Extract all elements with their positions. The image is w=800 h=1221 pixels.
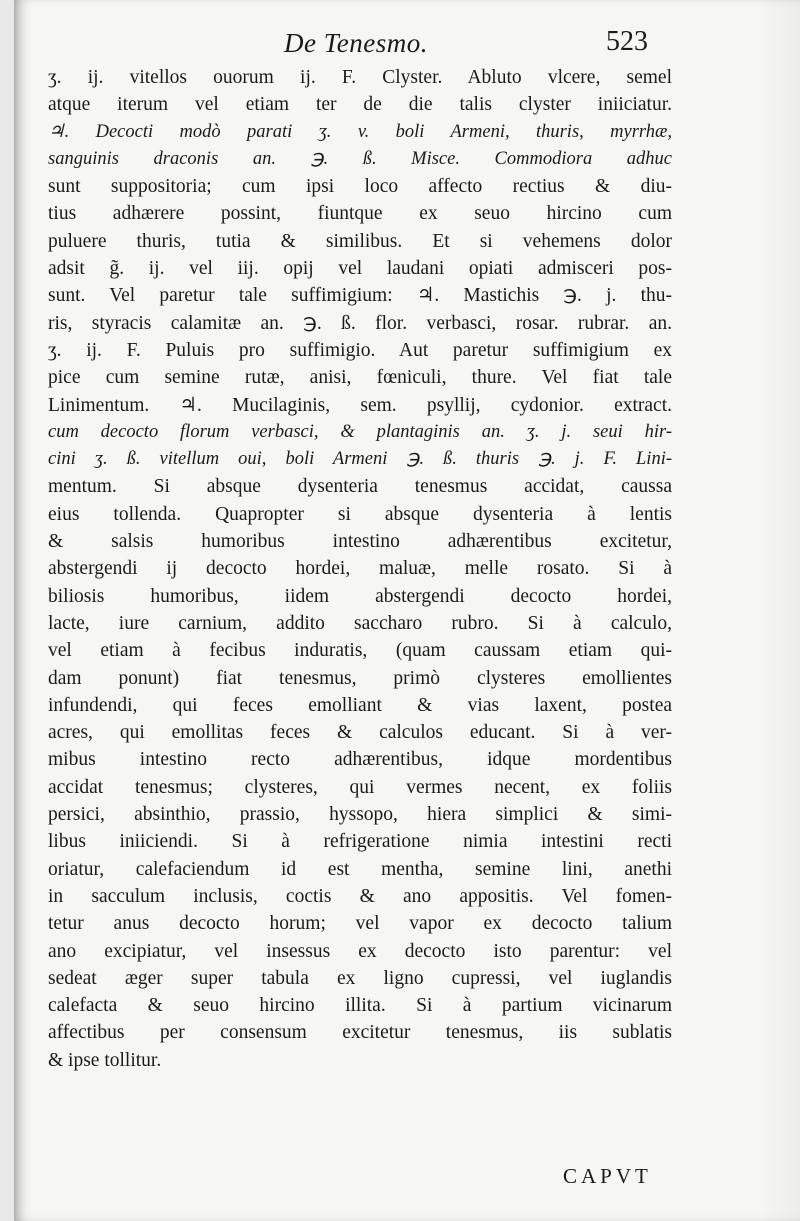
text-line: eius tollenda. Quapropter si absque dysenteria à lentis	[48, 503, 672, 525]
text-line: mibus intestino recto adhærentibus, idque mordentibus	[48, 749, 672, 771]
text-line: abstergendi ij decocto hordei, maluæ, melle rosato. Si à	[48, 558, 672, 580]
text-line: sanguinis draconis an. ℈. ß. Misce. Commodiora adhuc	[48, 148, 672, 169]
text-line: mentum. Si absque dysenteria tenesmus accidat, caussa	[48, 476, 672, 498]
text-line: cum decocto florum verbasci, & plantaginis an. ʒ. j. seui hir-	[48, 421, 672, 442]
text-line: atque iterum vel etiam ter de die talis clyster iniiciatur.	[48, 94, 672, 116]
text-line: tetur anus decocto horum; vel vapor ex decocto talium	[48, 913, 672, 935]
text-line: in sacculum inclusis, coctis & ano appositis. Vel fomen-	[48, 885, 672, 907]
catchword: CAPVT	[563, 1164, 652, 1188]
book-page	[14, 0, 800, 1221]
running-title: De Tenesmo.	[284, 28, 428, 58]
text-line: & ipse tollitur.	[48, 1049, 162, 1071]
text-line: tius adhærere possint, fiuntque ex seuo hircino cum	[48, 203, 672, 225]
text-line: accidat tenesmus; clysteres, qui vermes necent, ex foliis	[48, 776, 672, 798]
text-line: oriatur, calefaciendum id est mentha, semine lini, anethi	[48, 858, 672, 880]
text-line: affectibus per consensum excitetur tenesmus, iis sublatis	[48, 1022, 672, 1044]
page-edge-shadow	[760, 0, 800, 1221]
text-line: Linimentum. ♃. Mucilaginis, sem. psyllij, cydonior. extract.	[48, 394, 672, 416]
text-line: persici, absinthio, prassio, hyssopo, hiera simplici & simi-	[48, 804, 672, 826]
body-text	[48, 64, 672, 1074]
text-line: cini ʒ. ß. vitellum oui, boli Armeni ℈. ß. thuris ℈. j. F. Lini-	[48, 449, 672, 470]
page-number: 523	[606, 26, 648, 57]
text-line: sunt suppositoria; cum ipsi loco affecto rectius & diu-	[48, 176, 672, 198]
text-line: acres, qui emollitas feces & calculos educant. Si à ver-	[48, 722, 672, 744]
text-line: vel etiam à fecibus induratis, (quam caussam etiam qui-	[48, 640, 672, 662]
text-line: sunt. Vel paretur tale suffimigium: ♃. Mastichis ℈. j. thu-	[48, 285, 672, 307]
text-line: & salsis humoribus intestino adhærentibus excitetur,	[48, 531, 672, 553]
text-line: adsit g̃. ij. vel iij. opij vel laudani opiati admisceri pos-	[48, 258, 672, 280]
text-line: ris, styracis calamitæ an. ℈. ß. flor. verbasci, rosar. rubrar. an.	[48, 312, 672, 334]
text-line: ♃. Decocti modò parati ʒ. v. boli Armeni, thuris, myrrhæ,	[48, 121, 672, 142]
text-line: pice cum semine rutæ, anisi, fœniculi, thure. Vel fiat tale	[48, 367, 672, 389]
text-line: ʒ. ij. vitellos ouorum ij. F. Clyster. Abluto vlcere, semel	[48, 67, 672, 88]
text-line: sedeat æger super tabula ex ligno cupressi, vel iuglandis	[48, 967, 672, 989]
text-line: calefacta & seuo hircino illita. Si à partium vicinarum	[48, 995, 672, 1017]
text-line: puluere thuris, tutia & similibus. Et si vehemens dolor	[48, 230, 672, 252]
text-line: dam ponunt) fiat tenesmus, primò clysteres emollientes	[48, 667, 672, 689]
page-header	[14, 22, 800, 62]
text-line: ʒ. ij. F. Puluis pro suffimigio. Aut paretur suffimigium ex	[48, 339, 672, 361]
text-line: libus iniiciendi. Si à refrigeratione nimia intestini recti	[48, 831, 672, 853]
text-line: biliosis humoribus, iidem abstergendi decocto hordei,	[48, 585, 672, 607]
text-line: infundendi, qui feces emolliant & vias laxent, postea	[48, 694, 672, 716]
text-line: ano excipiatur, vel insessus ex decocto isto parentur: vel	[48, 940, 672, 962]
text-line: lacte, iure carnium, addito saccharo rubro. Si à calculo,	[48, 612, 672, 634]
